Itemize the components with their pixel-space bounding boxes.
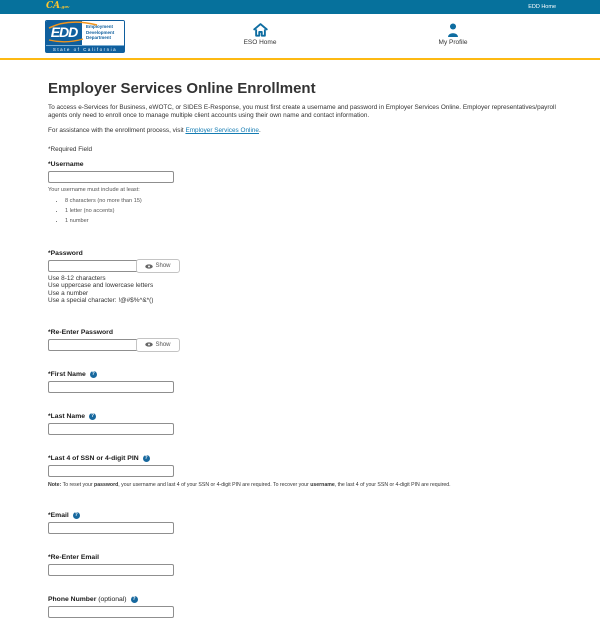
edd-dept-line: Employment: [86, 24, 114, 29]
show-reenter-password-label: Show: [155, 341, 171, 348]
help-icon[interactable]: ?: [74, 512, 78, 519]
email-label: [48, 512, 560, 519]
last-name-input[interactable]: [48, 423, 174, 435]
edd-home-link[interactable]: EDD Home: [528, 4, 556, 10]
edd-logo-top: [46, 21, 124, 45]
password-hint: Use uppercase and lowercase letters: [48, 282, 154, 290]
password-hint: Use a number: [48, 289, 89, 297]
assistance-prefix: For assistance with the enrollment process, visit: [48, 127, 186, 134]
site-header: [0, 14, 600, 60]
nav-my-profile[interactable]: [418, 23, 488, 46]
help-icon[interactable]: ?: [91, 412, 95, 419]
home-icon: [253, 23, 268, 37]
nav-eso-home-label: ESO Home: [243, 39, 277, 46]
last-name-field-group: [48, 413, 560, 435]
password-input-wrap: [48, 260, 174, 272]
assistance-suffix: .: [258, 127, 261, 134]
phone-optional-text: (optional): [96, 596, 127, 604]
password-label: *Password: [48, 250, 83, 257]
username-label: *Username: [48, 161, 84, 168]
email-field-group: [48, 512, 560, 534]
reenter-password-input-wrap: [48, 339, 174, 351]
username-input[interactable]: [48, 171, 174, 183]
last-name-label-text: *Last Name: [48, 412, 86, 420]
username-rule: • 8 characters (no more than 15): [65, 196, 560, 206]
ca-gov-logo-gov: .gov: [60, 4, 70, 9]
username-rules-list: [48, 196, 560, 226]
ssn-pin-label: [48, 455, 560, 462]
password-field-group: [48, 250, 560, 305]
note-bold: Note:: [48, 481, 62, 488]
ca-gov-logo-ca: CA: [46, 1, 61, 11]
ssn-pin-input[interactable]: [48, 465, 174, 477]
main-content: [48, 80, 560, 618]
edd-logo-state-text: State of California: [46, 45, 124, 53]
show-password-label: Show: [155, 263, 171, 269]
email-input[interactable]: [48, 522, 174, 534]
edd-dept-line: Development: [86, 29, 115, 35]
password-hints: [48, 275, 560, 305]
help-icon[interactable]: ?: [91, 370, 95, 377]
page-title: Employer Services Online Enrollment: [48, 80, 316, 97]
person-icon: [447, 23, 459, 37]
email-label-text: *Email: [48, 512, 69, 520]
help-icon[interactable]: ?: [144, 454, 148, 461]
last-name-label: [48, 413, 560, 420]
intro-text: To access e-Services for Business, eWOTC, or SIDES E-Response, you must first create a username and password in Employer Services Online. Employer representatives/payroll agents only need to enroll once to manage multiple client accounts using their own name and contact information.: [48, 104, 556, 119]
reenter-password-label: *Re-Enter Password: [48, 328, 113, 336]
username-rule: • 1 letter (no accents): [65, 206, 560, 216]
username-rules-intro: Your username must include at least:: [48, 187, 140, 193]
username-field-group: [48, 161, 560, 226]
required-field-note: *Required Field: [48, 146, 93, 153]
ssn-pin-label-text: *Last 4 of SSN or 4-digit PIN: [48, 454, 139, 462]
password-hint: Use a special character: !@#$%^&*(): [48, 297, 154, 305]
help-icon[interactable]: ?: [132, 596, 136, 603]
utility-bar: [0, 0, 600, 14]
password-hint: Use 8-12 characters: [48, 275, 106, 282]
username-rule: • 1 number: [65, 216, 560, 226]
reenter-email-field-group: [48, 554, 560, 576]
phone-input[interactable]: [48, 606, 174, 618]
eye-icon: [145, 342, 153, 347]
edd-logo-department-text: [82, 21, 124, 45]
phone-field-group: [48, 596, 560, 618]
edd-logo-acronym: EDD: [46, 21, 82, 45]
eye-icon: [145, 264, 153, 269]
first-name-field-group: [48, 371, 560, 393]
ssn-pin-note: [48, 482, 560, 488]
note-text: To reset your: [61, 481, 95, 488]
reenter-email-label: *Re-Enter Email: [48, 554, 99, 562]
reenter-email-input[interactable]: [48, 564, 174, 576]
show-password-button[interactable]: [136, 259, 180, 273]
first-name-label-text: *First Name: [48, 370, 86, 378]
show-reenter-password-button[interactable]: [136, 338, 180, 352]
note-bold: username: [310, 481, 335, 488]
nav-eso-home[interactable]: [225, 23, 295, 46]
edd-logo[interactable]: [45, 20, 125, 53]
first-name-input[interactable]: [48, 381, 174, 393]
phone-label-text: Phone Number: [48, 596, 97, 604]
ca-gov-logo[interactable]: [46, 0, 69, 13]
nav-my-profile-label: My Profile: [438, 39, 468, 46]
note-bold: password: [94, 481, 119, 488]
ssn-pin-field-group: [48, 455, 560, 488]
first-name-label: [48, 371, 560, 378]
assistance-text: [48, 127, 560, 134]
reenter-password-field-group: [48, 329, 560, 351]
edd-dept-line: Department: [86, 35, 112, 41]
employer-services-online-link[interactable]: Employer Services Online: [185, 127, 259, 134]
note-text: , the last 4 of your SSN or 4-digit PIN are required.: [334, 481, 451, 488]
note-text: , your username and last 4 of your SSN or 4-digit PIN are required. To recover your: [118, 481, 311, 488]
